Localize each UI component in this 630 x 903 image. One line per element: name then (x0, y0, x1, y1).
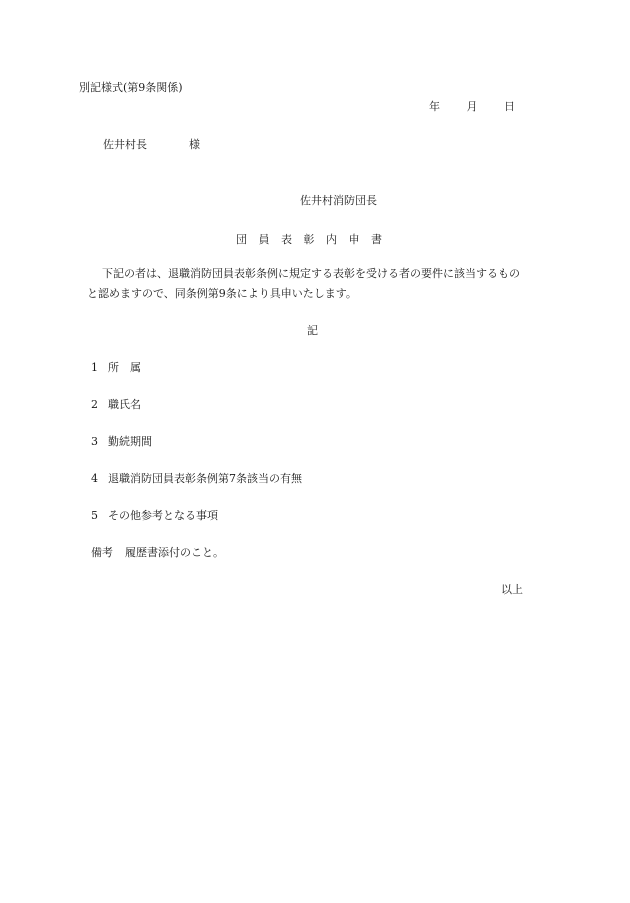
closing-text: 以上 (501, 583, 523, 596)
sender-name: 佐井村消防団長 (300, 194, 377, 207)
document-title: 団員表彰内申書 (236, 233, 394, 246)
remarks-line (91, 547, 224, 558)
item-number: 3 (91, 435, 98, 448)
item-label: 所属 (108, 361, 152, 374)
item-label: 退職消防団員表彰条例第7条該当の有無 (108, 472, 302, 485)
item-number: 5 (91, 509, 98, 522)
form-label: 別記様式(第9条関係) (79, 81, 183, 94)
list-item (91, 436, 152, 447)
addressee-line (103, 139, 200, 150)
item-number: 4 (91, 472, 98, 485)
item-number: 1 (91, 361, 98, 374)
body-text-line-1: 下記の者は、退職消防団員表彰条例に規定する表彰を受ける者の要件に該当するもの (102, 267, 520, 280)
item-number: 2 (91, 398, 98, 411)
list-item (91, 510, 218, 521)
addressee-name: 佐井村長 (103, 138, 147, 151)
remarks-label: 備考 (91, 546, 113, 559)
addressee-honorific: 様 (189, 138, 200, 151)
list-item (91, 362, 152, 373)
item-label: 職氏名 (108, 398, 141, 411)
list-item (91, 473, 302, 484)
date-day-label: 日 (504, 100, 515, 113)
item-label: その他参考となる事項 (108, 509, 218, 522)
date-month-label: 月 (466, 100, 478, 113)
ki-heading: 記 (307, 324, 318, 337)
list-item (91, 399, 141, 410)
body-text-line-2: と認めますので、同条例第9条により具申いたします。 (87, 287, 357, 300)
date-year-label: 年 (429, 100, 440, 113)
remarks-text: 履歴書添付のこと。 (125, 546, 224, 559)
item-label: 勤続期間 (108, 435, 152, 448)
date-line (429, 101, 515, 112)
